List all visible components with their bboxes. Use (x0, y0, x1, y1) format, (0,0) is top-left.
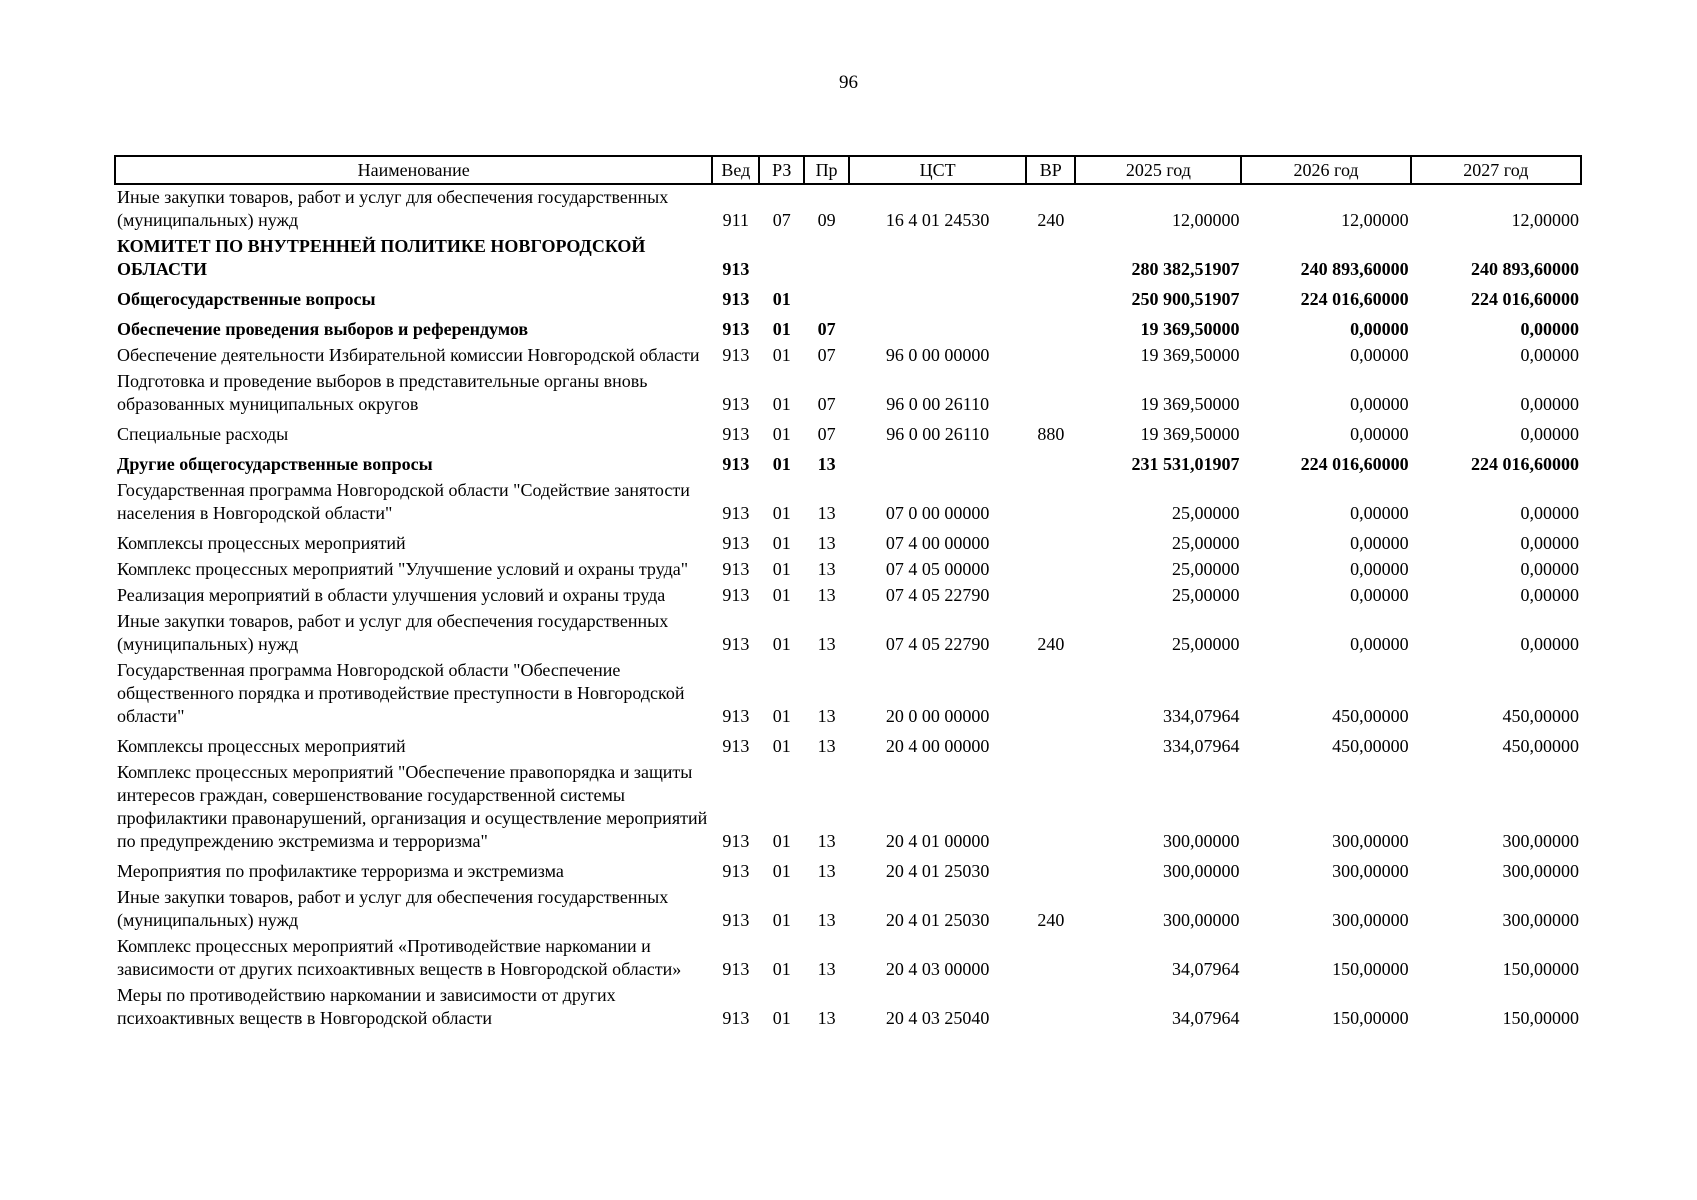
row-cst (849, 234, 1026, 283)
row-2027: 300,00000 (1502, 831, 1579, 851)
row-cst: 20 4 03 25040 (885, 1008, 990, 1028)
row-2025: 231 531,01907 (1131, 454, 1240, 474)
row-2027: 0,00000 (1520, 503, 1579, 523)
row-vr (1026, 730, 1075, 760)
row-cst: 20 4 01 25030 (885, 910, 990, 930)
row-pr: 13 (817, 736, 836, 756)
row-2025: 25,00000 (1171, 585, 1240, 605)
row-ved: 913 (722, 424, 750, 444)
row-cst: 20 4 01 00000 (885, 831, 990, 851)
row-pr: 13 (817, 910, 836, 930)
row-vr (1026, 313, 1075, 343)
table-row (115, 369, 1581, 418)
row-2026: 0,00000 (1350, 345, 1409, 365)
row-ved: 913 (722, 634, 750, 654)
row-2026: 300,00000 (1332, 861, 1409, 881)
row-2027: 0,00000 (1520, 394, 1579, 414)
row-vr (1026, 557, 1075, 583)
row-pr: 13 (817, 959, 836, 979)
row-ved: 913 (722, 503, 750, 523)
row-2026: 0,00000 (1350, 585, 1409, 605)
row-ved: 913 (722, 706, 750, 726)
row-2027: 0,00000 (1520, 559, 1579, 579)
header-cst: ЦСТ (849, 156, 1026, 184)
row-vr (1026, 934, 1075, 983)
table-row-bold (115, 234, 1581, 283)
row-rz: 01 (772, 861, 791, 881)
table-row (115, 730, 1581, 760)
row-ved: 913 (722, 454, 750, 474)
row-ved: 913 (722, 559, 750, 579)
row-2026: 300,00000 (1332, 910, 1409, 930)
row-2025: 334,07964 (1162, 706, 1240, 726)
table-row (115, 855, 1581, 885)
row-pr: 07 (817, 319, 836, 339)
row-pr (804, 234, 849, 283)
row-2025: 19 369,50000 (1140, 424, 1240, 444)
row-2026: 450,00000 (1332, 736, 1409, 756)
table-row-bold (115, 448, 1581, 478)
row-pr: 13 (817, 706, 836, 726)
row-cst: 96 0 00 00000 (885, 345, 990, 365)
row-2025: 300,00000 (1162, 831, 1240, 851)
row-2027: 0,00000 (1520, 585, 1579, 605)
row-pr: 13 (817, 503, 836, 523)
header-rz: РЗ (759, 156, 804, 184)
row-vr (1026, 583, 1075, 609)
row-pr: 13 (817, 585, 836, 605)
table-row (115, 418, 1581, 448)
row-2026: 300,00000 (1332, 831, 1409, 851)
table-row (115, 760, 1581, 855)
header-ved: Вед (712, 156, 759, 184)
row-2025: 19 369,50000 (1140, 345, 1240, 365)
row-cst (849, 313, 1026, 343)
row-2027: 0,00000 (1520, 424, 1579, 444)
row-pr: 07 (817, 394, 836, 414)
row-2026: 0,00000 (1350, 394, 1409, 414)
row-rz: 01 (772, 394, 791, 414)
row-ved: 913 (722, 1008, 750, 1028)
row-rz: 01 (772, 289, 791, 309)
row-rz: 01 (772, 706, 791, 726)
row-name: Комплекс процессных мероприятий "Улучшение условий и охраны труда" (117, 559, 689, 579)
row-rz: 01 (772, 585, 791, 605)
row-2025: 334,07964 (1162, 736, 1240, 756)
row-vr (1026, 478, 1075, 527)
table-row (115, 609, 1581, 658)
row-ved: 913 (722, 394, 750, 414)
row-2027: 0,00000 (1520, 634, 1579, 654)
row-name: Другие общегосударственные вопросы (117, 454, 433, 474)
row-2027: 300,00000 (1502, 861, 1579, 881)
row-2027: 0,00000 (1520, 345, 1579, 365)
row-rz (759, 234, 804, 283)
header-pr: Пр (804, 156, 849, 184)
table-row (115, 343, 1581, 369)
row-ved: 911 (722, 210, 750, 230)
row-name: Иные закупки товаров, работ и услуг для обеспечения государственных (муниципальных) нужд (117, 187, 669, 230)
row-2026: 0,00000 (1350, 424, 1409, 444)
row-name: Обеспечение проведения выборов и референдумов (117, 319, 529, 339)
table-body (115, 184, 1581, 1032)
table-row-bold (115, 283, 1581, 313)
row-cst: 07 4 05 22790 (885, 585, 990, 605)
row-pr: 09 (817, 210, 836, 230)
budget-table (114, 155, 1582, 1032)
row-name: Мероприятия по профилактике терроризма и экстремизма (117, 861, 564, 881)
row-2025: 19 369,50000 (1140, 394, 1240, 414)
row-2025: 12,00000 (1171, 210, 1240, 230)
row-ved: 913 (722, 259, 750, 279)
row-name: Комплекс процессных мероприятий "Обеспечение правопорядка и защиты интересов граждан, совершенствование государственной системы профилактики правонарушений, организация и осуществление мероприятий по предупреждению экстремизма и терроризма" (117, 762, 708, 851)
table-row (115, 983, 1581, 1032)
row-vr (1026, 343, 1075, 369)
table-row (115, 658, 1581, 730)
table-header (115, 156, 1581, 184)
row-pr (804, 283, 849, 313)
row-name: Реализация мероприятий в области улучшения условий и охраны труда (117, 585, 666, 605)
row-ved: 913 (722, 959, 750, 979)
row-cst: 20 0 00 00000 (885, 706, 990, 726)
table-row (115, 478, 1581, 527)
row-name: Государственная программа Новгородской области "Обеспечение общественного порядка и противодействие преступности в Новгородской области" (117, 660, 685, 726)
row-vr (1026, 283, 1075, 313)
row-name: Подготовка и проведение выборов в представительные органы вновь образованных муниципальных округов (117, 371, 648, 414)
table-row (115, 583, 1581, 609)
row-2026: 150,00000 (1332, 959, 1409, 979)
row-vr: 240 (1037, 634, 1065, 654)
header-vr: ВР (1026, 156, 1075, 184)
row-ved: 913 (722, 319, 750, 339)
row-2025: 25,00000 (1171, 503, 1240, 523)
row-pr: 13 (817, 454, 836, 474)
row-pr: 13 (817, 831, 836, 851)
header-row (115, 156, 1581, 184)
row-vr (1026, 855, 1075, 885)
row-cst (849, 283, 1026, 313)
row-2025: 250 900,51907 (1131, 289, 1240, 309)
row-2027: 150,00000 (1502, 959, 1579, 979)
page-number: 96 (839, 72, 858, 93)
header-2027: 2027 год (1411, 156, 1581, 184)
row-cst: 96 0 00 26110 (886, 424, 990, 444)
table-row (115, 184, 1581, 234)
row-vr (1026, 983, 1075, 1032)
row-pr: 13 (817, 533, 836, 553)
row-rz: 01 (772, 454, 791, 474)
row-rz: 01 (772, 345, 791, 365)
row-2026: 0,00000 (1350, 319, 1409, 339)
row-2027: 300,00000 (1502, 910, 1579, 930)
row-2027: 0,00000 (1520, 319, 1579, 339)
row-pr: 13 (817, 634, 836, 654)
row-2026: 224 016,60000 (1300, 454, 1409, 474)
row-cst: 20 4 01 25030 (885, 861, 990, 881)
row-vr (1026, 234, 1075, 283)
row-rz: 01 (772, 503, 791, 523)
row-cst: 07 0 00 00000 (885, 503, 990, 523)
row-2027: 450,00000 (1502, 706, 1579, 726)
row-ved: 913 (722, 831, 750, 851)
row-name: Иные закупки товаров, работ и услуг для обеспечения государственных (муниципальных) нужд (117, 611, 669, 654)
row-name: КОМИТЕТ ПО ВНУТРЕННЕЙ ПОЛИТИКЕ НОВГОРОДСКОЙ ОБЛАСТИ (117, 236, 646, 279)
row-pr: 07 (817, 424, 836, 444)
row-cst: 07 4 00 00000 (885, 533, 990, 553)
row-2025: 300,00000 (1162, 910, 1240, 930)
row-rz: 01 (772, 319, 791, 339)
row-2025: 34,07964 (1171, 1008, 1240, 1028)
row-2026: 450,00000 (1332, 706, 1409, 726)
row-ved: 913 (722, 533, 750, 553)
row-2027: 224 016,60000 (1471, 289, 1579, 309)
row-ved: 913 (722, 345, 750, 365)
row-rz: 01 (772, 1008, 791, 1028)
row-rz: 07 (772, 210, 791, 230)
row-name: Комплексы процессных мероприятий (117, 533, 406, 553)
row-2027: 150,00000 (1502, 1008, 1579, 1028)
row-2027: 224 016,60000 (1471, 454, 1579, 474)
row-rz: 01 (772, 634, 791, 654)
row-name: Иные закупки товаров, работ и услуг для обеспечения государственных (муниципальных) нужд (117, 887, 669, 930)
row-2026: 0,00000 (1350, 634, 1409, 654)
row-ved: 913 (722, 736, 750, 756)
table-row-bold (115, 313, 1581, 343)
row-rz: 01 (772, 959, 791, 979)
row-rz: 01 (772, 559, 791, 579)
row-2027: 240 893,60000 (1471, 259, 1579, 279)
row-pr: 13 (817, 559, 836, 579)
table-row (115, 557, 1581, 583)
row-name: Обеспечение деятельности Избирательной комиссии Новгородской области (117, 345, 700, 365)
row-2026: 0,00000 (1350, 559, 1409, 579)
row-vr: 240 (1037, 910, 1065, 930)
row-vr (1026, 527, 1075, 557)
row-cst: 20 4 03 00000 (885, 959, 990, 979)
row-name: Государственная программа Новгородской области "Содействие занятости населения в Новгородской области" (117, 480, 690, 523)
table-row (115, 934, 1581, 983)
row-pr: 13 (817, 861, 836, 881)
row-vr: 240 (1037, 210, 1065, 230)
row-2025: 25,00000 (1171, 559, 1240, 579)
table-row (115, 885, 1581, 934)
table-row (115, 527, 1581, 557)
row-2025: 300,00000 (1162, 861, 1240, 881)
row-ved: 913 (722, 289, 750, 309)
row-rz: 01 (772, 910, 791, 930)
header-2026: 2026 год (1241, 156, 1410, 184)
header-2025: 2025 год (1075, 156, 1241, 184)
row-2026: 12,00000 (1341, 210, 1409, 230)
row-rz: 01 (772, 831, 791, 851)
row-name: Меры по противодействию наркомании и зависимости от других психоактивных веществ в Новгородской области (117, 985, 616, 1028)
row-vr (1026, 448, 1075, 478)
row-rz: 01 (772, 424, 791, 444)
row-2026: 150,00000 (1332, 1008, 1409, 1028)
row-name: Комплексы процессных мероприятий (117, 736, 406, 756)
row-ved: 913 (722, 861, 750, 881)
row-rz: 01 (772, 736, 791, 756)
row-2025: 34,07964 (1171, 959, 1240, 979)
row-pr: 13 (817, 1008, 836, 1028)
row-2026: 0,00000 (1350, 533, 1409, 553)
row-2025: 25,00000 (1171, 634, 1240, 654)
header-name: Наименование (115, 156, 712, 184)
row-2026: 224 016,60000 (1300, 289, 1409, 309)
row-ved: 913 (722, 585, 750, 605)
row-2026: 240 893,60000 (1300, 259, 1409, 279)
row-2025: 19 369,50000 (1140, 319, 1240, 339)
row-cst (849, 448, 1026, 478)
row-2025: 280 382,51907 (1131, 259, 1240, 279)
row-cst: 07 4 05 00000 (885, 559, 990, 579)
row-2026: 0,00000 (1350, 503, 1409, 523)
row-2027: 12,00000 (1511, 210, 1579, 230)
row-cst: 16 4 01 24530 (885, 210, 990, 230)
row-name: Специальные расходы (117, 424, 289, 444)
row-2027: 0,00000 (1520, 533, 1579, 553)
row-name: Общегосударственные вопросы (117, 289, 376, 309)
row-vr (1026, 369, 1075, 418)
row-name: Комплекс процессных мероприятий «Противодействие наркомании и зависимости от других психоактивных веществ в Новгородской области» (117, 936, 682, 979)
row-ved: 913 (722, 910, 750, 930)
row-vr: 880 (1037, 424, 1065, 444)
row-vr (1026, 760, 1075, 855)
row-vr (1026, 658, 1075, 730)
row-cst: 20 4 00 00000 (885, 736, 990, 756)
row-cst: 07 4 05 22790 (885, 634, 990, 654)
row-cst: 96 0 00 26110 (886, 394, 990, 414)
row-pr: 07 (817, 345, 836, 365)
row-rz: 01 (772, 533, 791, 553)
row-2025: 25,00000 (1171, 533, 1240, 553)
row-2027: 450,00000 (1502, 736, 1579, 756)
